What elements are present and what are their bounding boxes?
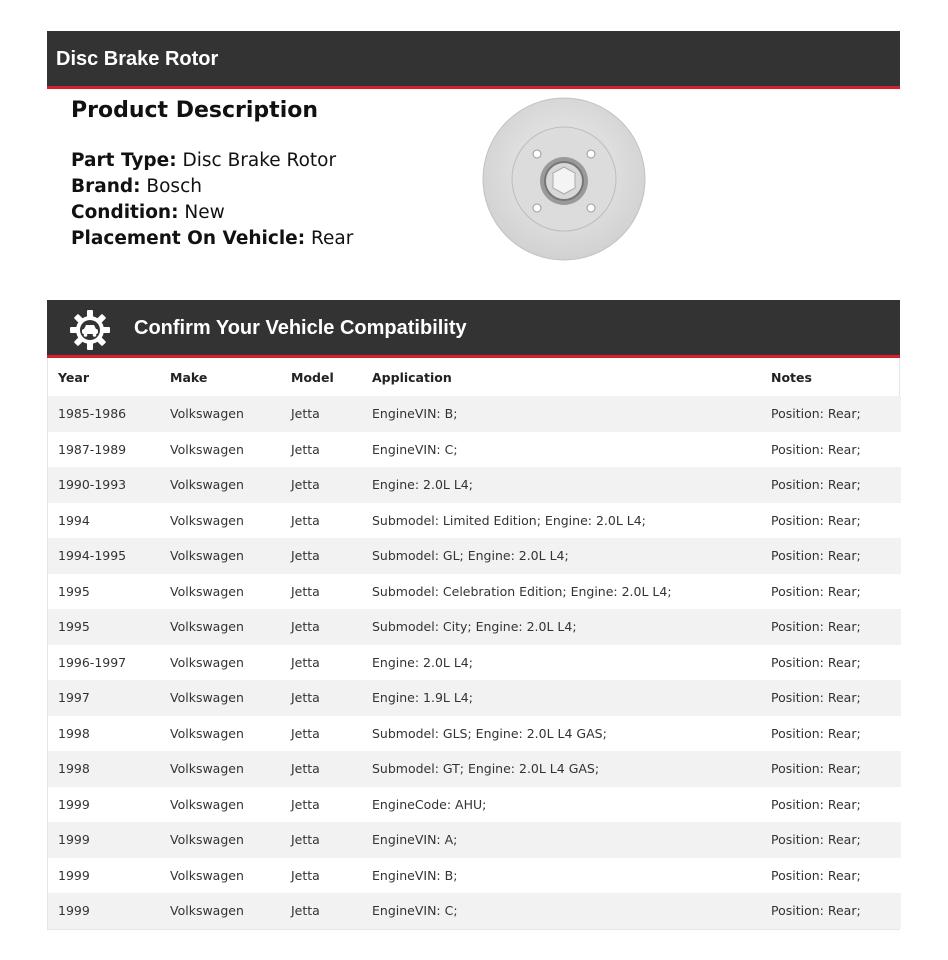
cell-application: EngineVIN: C; [372,903,458,919]
spec-label: Part Type: [71,150,177,171]
cell-year: 1998 [58,725,90,741]
table-row [48,396,901,432]
table-row [48,432,901,468]
spec-value: Rear [311,228,354,249]
description-heading: Product Description [71,98,319,123]
table-row [48,467,901,503]
cell-notes: Position: Rear; [771,654,861,670]
cell-application: EngineVIN: B; [372,867,458,883]
cell-notes: Position: Rear; [771,690,861,706]
cell-year: 1997 [58,690,90,706]
cell-model: Jetta [291,903,320,919]
cell-year: 1999 [58,796,90,812]
cell-notes: Position: Rear; [771,832,861,848]
cell-notes: Position: Rear; [771,903,861,919]
cell-application: EngineVIN: A; [372,832,458,848]
cell-notes: Position: Rear; [771,512,861,528]
column-header-notes: Notes [771,369,812,385]
cell-model: Jetta [291,619,320,635]
cell-model: Jetta [291,654,320,670]
product-title-banner [47,31,900,89]
cell-model: Jetta [291,406,320,422]
spec-condition [71,200,431,226]
spec-value: Disc Brake Rotor [182,150,337,171]
product-image [481,97,647,263]
cell-application: Engine: 1.9L L4; [372,690,473,706]
gear-car-icon [69,309,111,351]
column-header-make: Make [170,369,208,385]
cell-year: 1999 [58,903,90,919]
cell-model: Jetta [291,477,320,493]
cell-application: Submodel: Celebration Edition; Engine: 2.0L L4; [372,583,672,599]
cell-year: 1998 [58,761,90,777]
spec-placement [71,226,431,252]
table-row [48,538,901,574]
table-row [48,858,901,894]
cell-year: 1995 [58,583,90,599]
cell-year: 1994 [58,512,90,528]
table-row [48,751,901,787]
cell-notes: Position: Rear; [771,725,861,741]
cell-make: Volkswagen [170,725,244,741]
cell-notes: Position: Rear; [771,761,861,777]
cell-model: Jetta [291,832,320,848]
table-header-row [48,358,901,396]
table-row [48,574,901,610]
cell-make: Volkswagen [170,761,244,777]
table-row [48,680,901,716]
table-row [48,503,901,539]
spec-value: Bosch [146,176,202,197]
table-row [48,645,901,681]
cell-application: Engine: 2.0L L4; [372,654,473,670]
cell-application: EngineVIN: B; [372,406,458,422]
cell-application: Submodel: GLS; Engine: 2.0L L4 GAS; [372,725,607,741]
cell-make: Volkswagen [170,903,244,919]
cell-make: Volkswagen [170,406,244,422]
cell-model: Jetta [291,725,320,741]
spec-list [71,148,431,252]
cell-application: EngineVIN: C; [372,441,458,457]
cell-application: EngineCode: AHU; [372,796,487,812]
cell-year: 1987-1989 [58,441,127,457]
cell-make: Volkswagen [170,654,244,670]
cell-make: Volkswagen [170,477,244,493]
cell-notes: Position: Rear; [771,548,861,564]
cell-make: Volkswagen [170,441,244,457]
cell-year: 1996-1997 [58,654,127,670]
spec-label: Placement On Vehicle: [71,228,306,249]
cell-notes: Position: Rear; [771,406,861,422]
table-row [48,787,901,823]
product-description [71,92,431,252]
compatibility-banner [47,300,900,358]
cell-notes: Position: Rear; [771,477,861,493]
product-title: Disc Brake Rotor [56,48,219,70]
table-body [48,396,901,929]
cell-application: Submodel: GT; Engine: 2.0L L4 GAS; [372,761,600,777]
cell-notes: Position: Rear; [771,867,861,883]
cell-year: 1985-1986 [58,406,127,422]
cell-year: 1990-1993 [58,477,127,493]
cell-model: Jetta [291,441,320,457]
spec-label: Condition: [71,202,179,223]
column-header-year: Year [58,369,89,385]
cell-model: Jetta [291,761,320,777]
spec-label: Brand: [71,176,141,197]
cell-year: 1999 [58,832,90,848]
table-row [48,716,901,752]
cell-make: Volkswagen [170,796,244,812]
column-header-application: Application [372,369,452,385]
cell-notes: Position: Rear; [771,619,861,635]
cell-application: Submodel: Limited Edition; Engine: 2.0L L4; [372,512,646,528]
table-row [48,893,901,929]
cell-make: Volkswagen [170,548,244,564]
cell-year: 1995 [58,619,90,635]
cell-notes: Position: Rear; [771,583,861,599]
cell-model: Jetta [291,548,320,564]
cell-application: Engine: 2.0L L4; [372,477,473,493]
cell-model: Jetta [291,867,320,883]
cell-application: Submodel: City; Engine: 2.0L L4; [372,619,577,635]
cell-make: Volkswagen [170,832,244,848]
cell-model: Jetta [291,512,320,528]
cell-make: Volkswagen [170,583,244,599]
table-row [48,822,901,858]
cell-make: Volkswagen [170,619,244,635]
cell-model: Jetta [291,796,320,812]
table-row [48,609,901,645]
cell-notes: Position: Rear; [771,796,861,812]
spec-brand [71,174,431,200]
cell-year: 1994-1995 [58,548,127,564]
cell-make: Volkswagen [170,867,244,883]
column-header-model: Model [291,369,334,385]
spec-part-type [71,148,431,174]
cell-model: Jetta [291,583,320,599]
cell-make: Volkswagen [170,512,244,528]
cell-notes: Position: Rear; [771,441,861,457]
cell-year: 1999 [58,867,90,883]
cell-make: Volkswagen [170,690,244,706]
cell-application: Submodel: GL; Engine: 2.0L L4; [372,548,569,564]
compatibility-table [47,358,900,930]
cell-model: Jetta [291,690,320,706]
spec-value: New [184,202,225,223]
compatibility-title: Confirm Your Vehicle Compatibility [134,317,467,339]
